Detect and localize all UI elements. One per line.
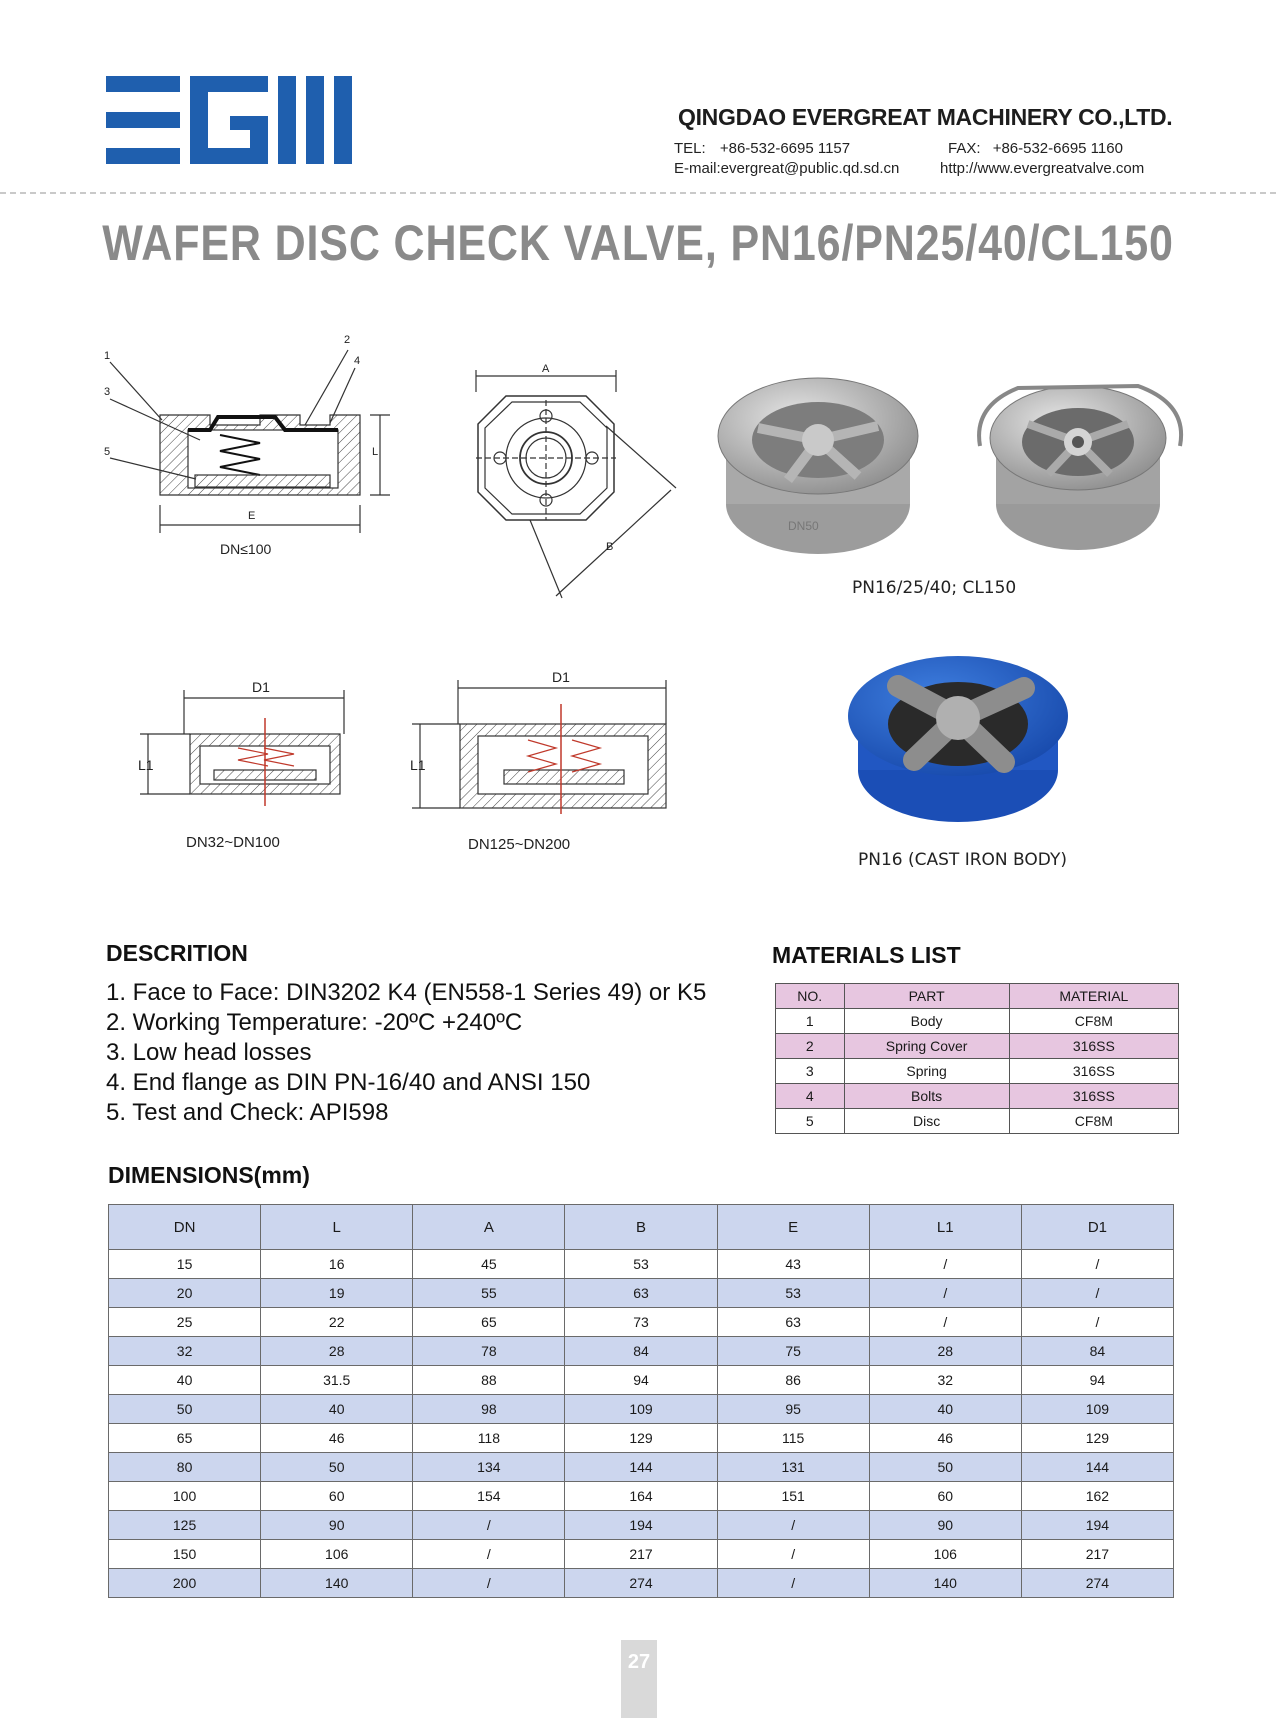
dimensions-cell: 164 [565,1482,717,1511]
dimensions-cell: / [1021,1279,1173,1308]
materials-col-no: NO. [776,984,845,1009]
materials-cell: Bolts [844,1084,1009,1109]
dimensions-cell: 73 [565,1308,717,1337]
materials-col-material: MATERIAL [1009,984,1178,1009]
materials-cell: CF8M [1009,1109,1178,1134]
fax-line [948,140,1123,157]
dimensions-cell: 129 [1021,1424,1173,1453]
tel-line [674,140,850,157]
dimensions-col-header: D1 [1021,1205,1173,1250]
dimensions-cell: 140 [869,1569,1021,1598]
dimensions-cell: 150 [109,1540,261,1569]
dim-label-d1-b: D1 [552,669,570,685]
dimensions-row [109,1569,1174,1598]
dimensions-cell: 144 [565,1453,717,1482]
dimensions-cell: 32 [869,1366,1021,1395]
callout-3: 3 [104,386,111,398]
photo-stamp: DN50 [788,519,819,533]
dimensions-cell: / [717,1569,869,1598]
materials-table [775,983,1179,1134]
dimensions-cell: / [413,1511,565,1540]
dimensions-cell: 63 [717,1308,869,1337]
dimensions-cell: 80 [109,1453,261,1482]
dim-label-l1-b: L1 [410,757,426,773]
materials-cell: Disc [844,1109,1009,1134]
materials-cell: Spring Cover [844,1034,1009,1059]
dimensions-cell: 50 [261,1453,413,1482]
dimensions-row [109,1511,1174,1540]
dimensions-cell: / [1021,1308,1173,1337]
materials-header-row [776,984,1179,1009]
dimensions-col-header: DN [109,1205,261,1250]
dim-label-d1-a: D1 [252,679,270,695]
dimensions-cell: 194 [565,1511,717,1540]
company-name: QINGDAO EVERGREAT MACHINERY CO.,LTD. [678,104,1173,130]
materials-cell: 3 [776,1059,845,1084]
dimensions-cell: / [1021,1250,1173,1279]
email: E-mail:evergreat@public.qd.sd.cn [674,160,900,177]
dimensions-cell: 20 [109,1279,261,1308]
dimensions-row [109,1250,1174,1279]
dimensions-cell: 65 [109,1424,261,1453]
dimensions-col-header: L1 [869,1205,1021,1250]
dimensions-row [109,1308,1174,1337]
photo-stainless-valves [718,376,1208,566]
dimensions-cell: 106 [261,1540,413,1569]
section-drawing-dn125-dn200 [408,664,676,814]
dimensions-cell: 115 [717,1424,869,1453]
dimensions-cell: 90 [261,1511,413,1540]
dimensions-header-row [109,1205,1174,1250]
dimensions-row [109,1279,1174,1308]
description-item: 3. Low head losses [106,1039,312,1066]
dimensions-cell: 50 [109,1395,261,1424]
dimensions-cell: 274 [1021,1569,1173,1598]
dim-label-b: B [606,541,614,553]
dimensions-col-header: L [261,1205,413,1250]
description-item: 2. Working Temperature: -20ºC +240ºC [106,1009,523,1036]
website: http://www.evergreatvalve.com [940,160,1145,177]
dimensions-cell: 154 [413,1482,565,1511]
dimensions-cell: 125 [109,1511,261,1540]
dim-label-l: L [372,446,379,458]
dim-label-a: A [542,363,550,375]
dimensions-cell: 65 [413,1308,565,1337]
materials-cell: Spring [844,1059,1009,1084]
dimensions-cell: 140 [261,1569,413,1598]
dimensions-row [109,1366,1174,1395]
materials-row [776,1034,1179,1059]
dimensions-cell: / [717,1511,869,1540]
callout-2: 2 [344,334,351,346]
dimensions-cell: 53 [565,1250,717,1279]
company-logo [106,76,352,164]
dimensions-cell: 100 [109,1482,261,1511]
section-drawing-dn100 [100,334,390,570]
materials-row [776,1059,1179,1084]
front-view-drawing [466,360,686,600]
description-list [106,978,706,1128]
dimensions-cell: 84 [565,1337,717,1366]
materials-cell: CF8M [1009,1009,1178,1034]
dimensions-cell: 94 [565,1366,717,1395]
dimensions-cell: 217 [565,1540,717,1569]
callout-5: 5 [104,446,111,458]
materials-heading: MATERIALS LIST [772,942,961,968]
dimensions-cell: / [869,1279,1021,1308]
dimensions-cell: 25 [109,1308,261,1337]
dimensions-cell: 46 [869,1424,1021,1453]
dimensions-cell: / [717,1540,869,1569]
dimensions-cell: 43 [717,1250,869,1279]
materials-cell: 316SS [1009,1059,1178,1084]
dimensions-cell: 98 [413,1395,565,1424]
dimensions-cell: 109 [565,1395,717,1424]
dimensions-cell: 84 [1021,1337,1173,1366]
dimensions-row [109,1337,1174,1366]
dimensions-cell: 31.5 [261,1366,413,1395]
dimensions-cell: 162 [1021,1482,1173,1511]
dimensions-cell: 45 [413,1250,565,1279]
dimensions-cell: 274 [565,1569,717,1598]
dimensions-cell: 217 [1021,1540,1173,1569]
dimensions-cell: 131 [717,1453,869,1482]
caption-dn125-dn200: DN125~DN200 [468,836,571,853]
photo-cast-iron-valve [848,652,1072,828]
dimensions-row [109,1424,1174,1453]
dimensions-cell: 32 [109,1337,261,1366]
dimensions-cell: 50 [869,1453,1021,1482]
caption-stainless: PN16/25/40; CL150 [852,578,1017,598]
dimensions-col-header: A [413,1205,565,1250]
description-item: 1. Face to Face: DIN3202 K4 (EN558-1 Series 49) or K5 [106,979,707,1006]
dimensions-cell: / [413,1540,565,1569]
dimensions-cell: 144 [1021,1453,1173,1482]
dimensions-cell: 200 [109,1569,261,1598]
dimensions-cell: 194 [1021,1511,1173,1540]
dimensions-table [108,1204,1174,1598]
tel-label: TEL: [674,140,706,157]
page-number: 27 [621,1640,657,1718]
dimensions-cell: 19 [261,1279,413,1308]
materials-cell: 2 [776,1034,845,1059]
dimensions-cell: 75 [717,1337,869,1366]
dimensions-cell: 16 [261,1250,413,1279]
dimensions-cell: 28 [261,1337,413,1366]
dimensions-cell: 106 [869,1540,1021,1569]
dimensions-cell: 55 [413,1279,565,1308]
caption-dn32-dn100: DN32~DN100 [186,834,280,851]
materials-cell: Body [844,1009,1009,1034]
dimensions-row [109,1453,1174,1482]
materials-cell: 4 [776,1084,845,1109]
dimensions-cell: 118 [413,1424,565,1453]
tel-number: +86-532-6695 1157 [719,140,851,157]
dimensions-cell: 134 [413,1453,565,1482]
dimensions-row [109,1540,1174,1569]
materials-cell: 1 [776,1009,845,1034]
dimensions-cell: 63 [565,1279,717,1308]
materials-row [776,1084,1179,1109]
dimensions-cell: 60 [261,1482,413,1511]
dimensions-cell: 78 [413,1337,565,1366]
dimensions-cell: 88 [413,1366,565,1395]
fax-number: +86-532-6695 1160 [992,140,1123,157]
dimensions-row [109,1395,1174,1424]
dimensions-cell: 40 [261,1395,413,1424]
dimensions-cell: 15 [109,1250,261,1279]
description-heading: DESCRITION [106,940,248,966]
caption-cast-iron: PN16 (CAST IRON BODY) [858,850,1067,870]
dimensions-cell: / [869,1250,1021,1279]
materials-row [776,1009,1179,1034]
dim-label-l1-a: L1 [138,757,154,773]
materials-cell: 5 [776,1109,845,1134]
dimensions-cell: 40 [109,1366,261,1395]
callout-4: 4 [354,355,361,367]
dimensions-cell: 60 [869,1482,1021,1511]
materials-col-part: PART [844,984,1009,1009]
dimensions-heading: DIMENSIONS(mm) [108,1162,310,1188]
dimensions-cell: 46 [261,1424,413,1453]
dimensions-cell: 22 [261,1308,413,1337]
dimensions-cell: 40 [869,1395,1021,1424]
caption-dn100: DN≤100 [220,541,272,557]
dimensions-cell: 129 [565,1424,717,1453]
dimensions-cell: 90 [869,1511,1021,1540]
callout-1: 1 [104,350,111,362]
dimensions-cell: 53 [717,1279,869,1308]
dimensions-cell: / [413,1569,565,1598]
description-item: 4. End flange as DIN PN-16/40 and ANSI 150 [106,1069,591,1096]
header-divider [0,192,1276,194]
dimensions-col-header: E [717,1205,869,1250]
fax-label: FAX: [948,140,981,157]
dimensions-cell: 109 [1021,1395,1173,1424]
dim-label-e: E [248,510,256,522]
dimensions-cell: 151 [717,1482,869,1511]
dimensions-row [109,1482,1174,1511]
section-drawing-dn32-dn100 [138,678,368,808]
dimensions-cell: 86 [717,1366,869,1395]
dimensions-cell: 94 [1021,1366,1173,1395]
description-item: 5. Test and Check: API598 [106,1099,389,1126]
dimensions-cell: / [869,1308,1021,1337]
page-title: WAFER DISC CHECK VALVE, PN16/PN25/40/CL150 [102,215,1174,271]
dimensions-col-header: B [565,1205,717,1250]
materials-row [776,1109,1179,1134]
materials-cell: 316SS [1009,1034,1178,1059]
dimensions-cell: 28 [869,1337,1021,1366]
dimensions-cell: 95 [717,1395,869,1424]
materials-cell: 316SS [1009,1084,1178,1109]
